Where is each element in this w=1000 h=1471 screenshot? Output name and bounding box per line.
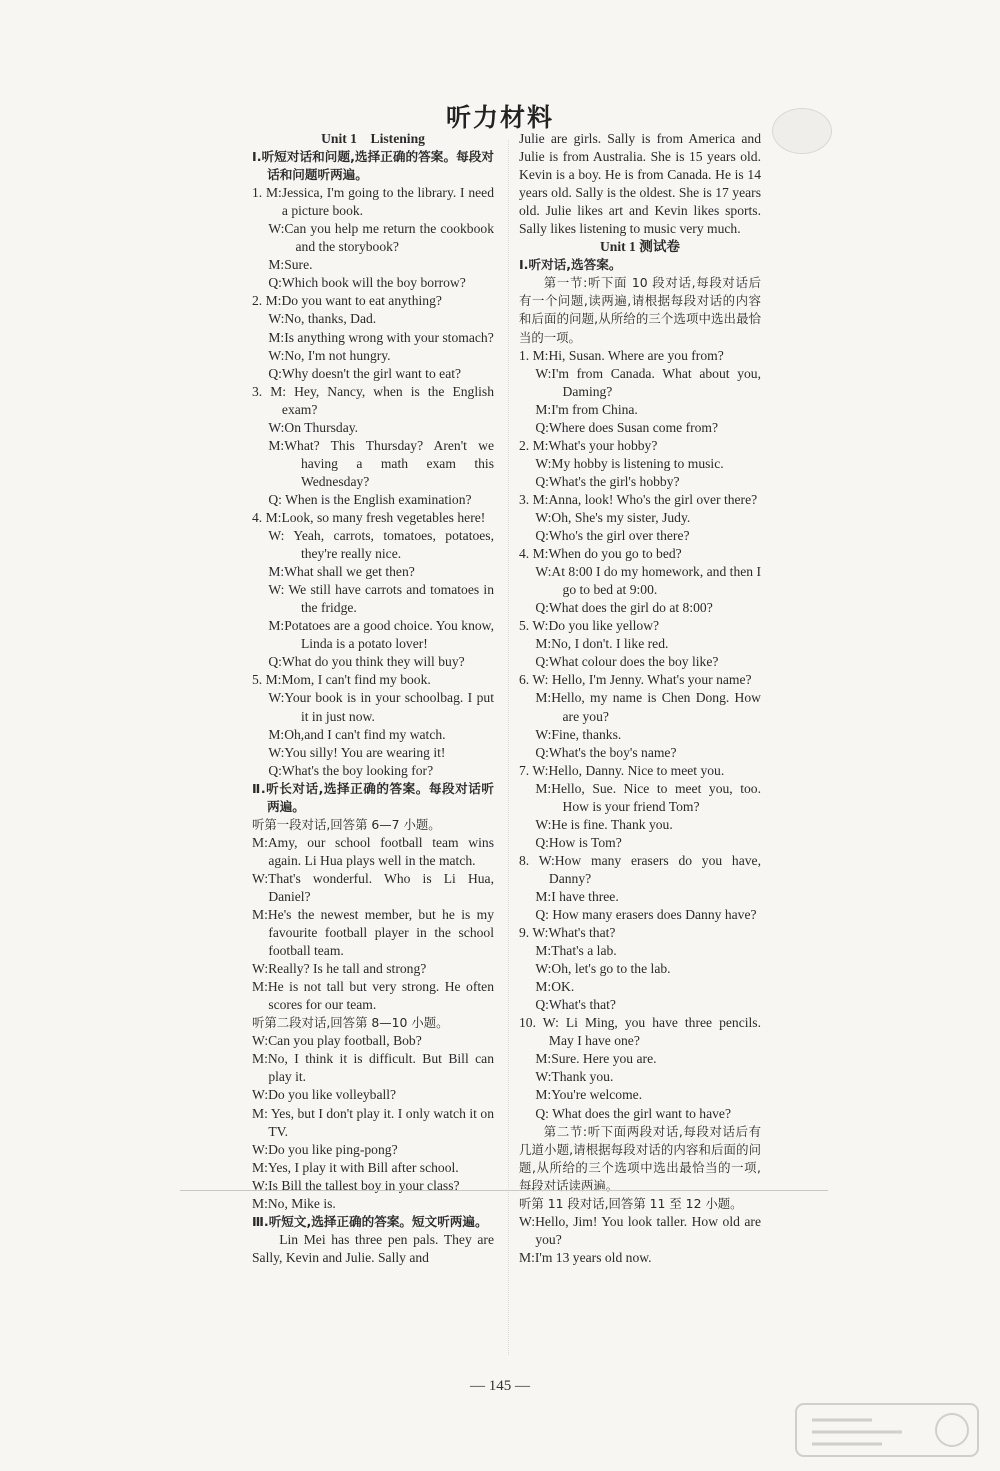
- text-line: W:At 8:00 I do my homework, and then I go to bed at 9:00.: [535, 564, 761, 598]
- watermark-logo-icon: [792, 1398, 982, 1462]
- text-line: M:No, I don't. I like red.: [535, 636, 669, 652]
- text-line: Ⅲ.听短文,选择正确的答案。短文听两遍。: [252, 1213, 488, 1229]
- text-line: Q:What's the boy's name?: [535, 744, 677, 760]
- text-line: M:I have three.: [535, 888, 619, 904]
- text-line: M:He's the newest member, but he is my favourite football player in the school football team.: [252, 907, 494, 959]
- text-line: M:You're welcome.: [535, 1087, 643, 1103]
- text-line: W:Thank you.: [535, 1069, 614, 1085]
- text-line: M:Yes, I play it with Bill after school.: [252, 1159, 459, 1175]
- text-line: M:That's a lab.: [535, 943, 617, 959]
- text-line: Unit 1 Listening: [321, 131, 425, 146]
- text-line: 2. M:What's your hobby?: [519, 437, 658, 453]
- text-line: W:Oh, She's my sister, Judy.: [535, 509, 691, 525]
- text-line: Q:Why doesn't the girl want to eat?: [268, 365, 462, 381]
- text-line: M:No, Mike is.: [252, 1195, 336, 1211]
- text-line: W:Hello, Jim! You look taller. How old are you?: [519, 1213, 761, 1247]
- text-line: Q:What do you think they will buy?: [268, 654, 465, 670]
- text-line: Q: How many erasers does Danny have?: [535, 907, 757, 923]
- right-column: [519, 130, 761, 1267]
- text-line: 听第二段对话,回答第 8—10 小题。: [252, 1015, 449, 1031]
- text-line: 9. W:What's that?: [519, 925, 616, 941]
- column-divider: [508, 140, 509, 1355]
- text-line: M:Is anything wrong with your stomach?: [268, 329, 494, 345]
- text-line: 7. W:Hello, Danny. Nice to meet you.: [519, 762, 725, 778]
- text-line: 10. W: Li Ming, you have three pencils. May I have one?: [519, 1015, 761, 1049]
- text-line: Q:Where does Susan come from?: [535, 419, 719, 435]
- text-line: M:Sure.: [268, 257, 313, 273]
- text-line: M:What shall we get then?: [268, 564, 415, 580]
- text-line: W:Do you like ping-pong?: [252, 1141, 398, 1157]
- text-line: Q:How is Tom?: [535, 834, 622, 850]
- text-line: M:Potatoes are a good choice. You know, Linda is a potato lover!: [268, 618, 494, 652]
- text-line: M:I'm 13 years old now.: [519, 1249, 652, 1265]
- horizontal-rule: [180, 1190, 828, 1191]
- text-line: M:Sure. Here you are.: [535, 1051, 657, 1067]
- text-line: 听第 11 段对话,回答第 11 至 12 小题。: [519, 1195, 743, 1211]
- text-line: 3. M:Anna, look! Who's the girl over there?: [519, 491, 758, 507]
- text-line: W:My hobby is listening to music.: [535, 455, 724, 471]
- text-line: 听第一段对话,回答第 6—7 小题。: [252, 816, 441, 832]
- text-line: 4. M:Look, so many fresh vegetables here!: [252, 509, 486, 525]
- text-line: Q:What does the girl do at 8:00?: [535, 600, 713, 616]
- text-line: W:He is fine. Thank you.: [535, 816, 673, 832]
- text-line: Q:Who's the girl over there?: [535, 528, 690, 544]
- text-line: W:Can you help me return the cookbook and the storybook?: [268, 221, 494, 255]
- text-line: W:Oh, let's go to the lab.: [535, 961, 671, 977]
- text-line: W:No, thanks, Dad.: [268, 311, 377, 327]
- text-line: W:Really? Is he tall and strong?: [252, 961, 427, 977]
- text-line: W:Can you play football, Bob?: [252, 1033, 422, 1049]
- text-line: M:Oh,and I can't find my watch.: [268, 726, 446, 742]
- text-line: W:On Thursday.: [268, 419, 359, 435]
- text-line: M:Amy, our school football team wins again. Li Hua plays well in the match.: [252, 834, 494, 868]
- text-line: W:That's wonderful. Who is Li Hua, Daniel?: [252, 870, 494, 904]
- text-line: 1. M:Hi, Susan. Where are you from?: [519, 347, 724, 363]
- text-line: Ⅰ.听短对话和问题,选择正确的答案。每段对话和问题听两遍。: [252, 149, 494, 183]
- text-line: 8. W:How many erasers do you have, Danny?: [519, 852, 761, 886]
- text-line: M:What? This Thursday? Aren't we having a math exam this Wednesday?: [268, 437, 494, 489]
- text-line: Q:What's the girl's hobby?: [535, 473, 680, 489]
- text-line: W: Yeah, carrots, tomatoes, potatoes, they're really nice.: [268, 528, 494, 562]
- text-line: 2. M:Do you want to eat anything?: [252, 293, 442, 309]
- page-title: 听力材料: [445, 103, 554, 132]
- text-line: 5. M:Mom, I can't find my book.: [252, 672, 431, 688]
- text-line: M:He is not tall but very strong. He often scores for our team.: [252, 979, 494, 1013]
- text-line: Lin Mei has three pen pals. They are Sally, Kevin and Julie. Sally and: [252, 1231, 494, 1265]
- text-line: W:Your book is in your schoolbag. I put it in just now.: [268, 690, 494, 724]
- text-line: Ⅰ.听对话,选答案。: [519, 257, 622, 273]
- text-line: Unit 1 测试卷: [599, 239, 681, 255]
- text-line: Q:What colour does the boy like?: [535, 654, 719, 670]
- text-line: M:I'm from China.: [535, 401, 638, 417]
- text-line: W:Is Bill the tallest boy in your class?: [252, 1177, 460, 1193]
- text-line: M:OK.: [535, 979, 575, 995]
- text-line: 第一节:听下面 10 段对话,每段对话后有一个问题,读两遍,请根据每段对话的内容和后面的问题,从所给的三个选项中选出最恰当的一项。: [519, 275, 761, 345]
- text-line: M:Hello, my name is Chen Dong. How are you?: [535, 690, 761, 724]
- text-line: 4. M:When do you go to bed?: [519, 546, 682, 562]
- text-line: M:No, I think it is difficult. But Bill can play it.: [252, 1051, 494, 1085]
- text-line: W:Do you like volleyball?: [252, 1087, 397, 1103]
- text-line: 1. M:Jessica, I'm going to the library. I need a picture book.: [252, 185, 494, 219]
- text-line: W:I'm from Canada. What about you, Daming?: [535, 365, 761, 399]
- text-line: Q: When is the English examination?: [268, 491, 472, 507]
- text-line: Q:What's the boy looking for?: [268, 762, 434, 778]
- text-line: 6. W: Hello, I'm Jenny. What's your name?: [519, 672, 752, 688]
- text-line: Q:Which book will the boy borrow?: [268, 275, 466, 291]
- corner-badge: [772, 108, 832, 154]
- text-line: W: We still have carrots and tomatoes in the fridge.: [268, 582, 494, 616]
- text-line: M:Hello, Sue. Nice to meet you, too. How is your friend Tom?: [535, 780, 761, 814]
- text-line: Q: What does the girl want to have?: [535, 1105, 731, 1121]
- page-number: — 145 —: [470, 1378, 530, 1394]
- text-line: 3. M: Hey, Nancy, when is the English exam?: [252, 383, 494, 417]
- text-line: W:No, I'm not hungry.: [268, 347, 391, 363]
- text-line: W:You silly! You are wearing it!: [268, 744, 446, 760]
- text-line: Julie are girls. Sally is from America and Julie is from Australia. She is 15 years old. Kevin is a boy. He is from Canada. He is 14 years old. Sally is the oldest. She is 17 years old. Julie likes art and Kevin likes sports. Sally likes listening to music very much.: [519, 131, 761, 237]
- text-line: Ⅱ.听长对话,选择正确的答案。每段对话听两遍。: [252, 780, 494, 814]
- text-line: 第二节:听下面两段对话,每段对话后有几道小题,请根据每段对话的内容和后面的问题,从所给的三个选项中选出最恰当的一项,每段对话读两遍。: [519, 1123, 761, 1193]
- text-line: Q:What's that?: [535, 997, 616, 1013]
- text-line: 5. W:Do you like yellow?: [519, 618, 660, 634]
- left-column: [252, 130, 494, 1267]
- text-line: M: Yes, but I don't play it. I only watch it on TV.: [252, 1105, 494, 1139]
- text-line: W:Fine, thanks.: [535, 726, 622, 742]
